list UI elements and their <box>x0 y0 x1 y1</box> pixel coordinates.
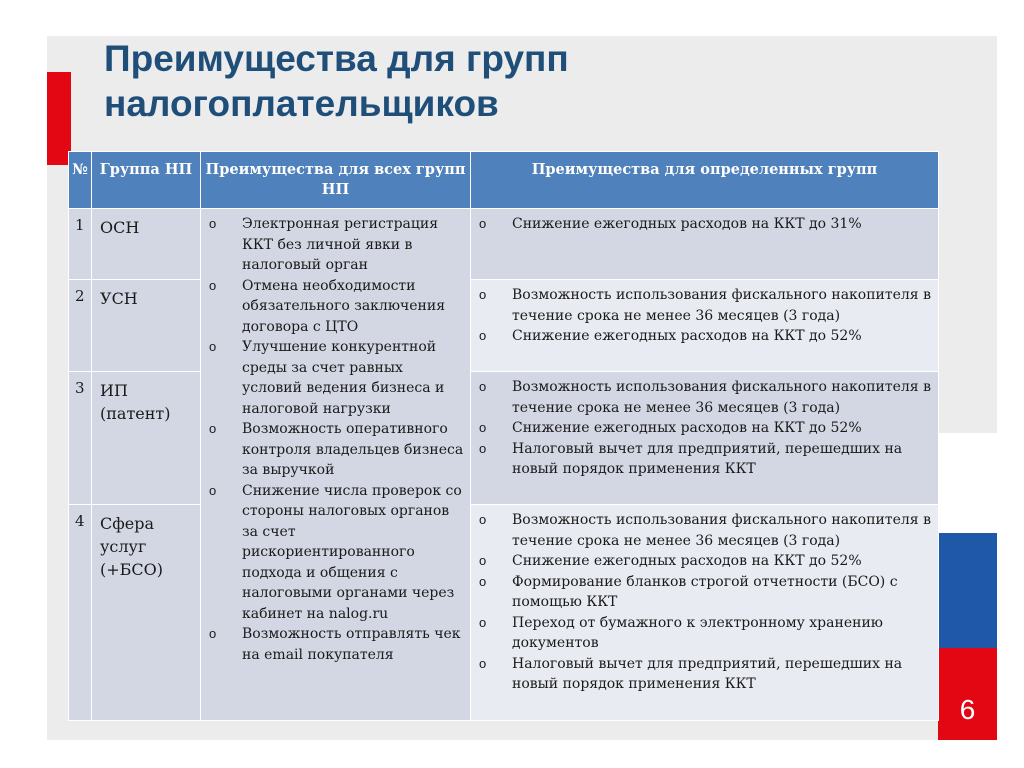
row-num: 1 <box>69 209 92 280</box>
row-num: 4 <box>69 505 92 721</box>
list-item: o Снижение ежегодных расходов на ККТ до 31% <box>475 214 932 235</box>
header-group: Группа НП <box>92 152 201 209</box>
flag-stripe-blue <box>938 533 997 648</box>
flag-stripe-white <box>938 433 997 533</box>
row-num: 2 <box>69 280 92 372</box>
list-item: o Возможность оперативного контроля владельцев бизнеса за выручкой <box>205 419 464 481</box>
table-row <box>69 280 939 372</box>
header-common: Преимущества для всех групп НП <box>201 152 471 209</box>
list-item: o Снижение ежегодных расходов на ККТ до 52% <box>475 326 932 347</box>
list-item: o Снижение ежегодных расходов на ККТ до 52% <box>475 418 932 439</box>
row-group: Сфера услуг (+БСО) <box>92 505 201 721</box>
slide-title-line-1: Преимущества для групп <box>104 38 569 79</box>
table-row <box>69 372 939 505</box>
slide-title <box>104 36 904 126</box>
row-benefits <box>471 280 939 372</box>
list-item: o Улучшение конкурентной среды за счет равных условий ведения бизнеса и налоговой нагрузки <box>205 337 464 419</box>
list-item: o Снижение числа проверок со стороны налоговых органов за счет рискориентированного подхода и общения с налоговыми органами через кабинет на nalog.ru <box>205 481 464 625</box>
page-number: 6 <box>959 694 976 725</box>
list-item: o Возможность использования фискального накопителя в течение срока не менее 36 месяцев (3 года) <box>475 285 932 326</box>
row-group: ОСН <box>92 209 201 280</box>
list-item: o Переход от бумажного к электронному хранению документов <box>475 613 932 654</box>
row-group: ИП (патент) <box>92 372 201 505</box>
table-header-row <box>69 152 939 209</box>
list-item: o Снижение ежегодных расходов на ККТ до 52% <box>475 551 932 572</box>
common-benefits-list <box>205 214 464 665</box>
list-item: o Отмена необходимости обязательного заключения договора с ЦТО <box>205 276 464 338</box>
row-group: УСН <box>92 280 201 372</box>
table-row <box>69 505 939 721</box>
common-benefits-cell <box>201 209 471 721</box>
slide-title-line-2: налогоплательщиков <box>104 83 499 124</box>
header-num: № <box>69 152 92 209</box>
list-item: o Возможность использования фискального накопителя в течение срока не менее 36 месяцев (3 года) <box>475 510 932 551</box>
list-item: o Налоговый вычет для предприятий, перешедших на новый порядок применения ККТ <box>475 439 932 480</box>
list-item: o Налоговый вычет для предприятий, перешедших на новый порядок применения ККТ <box>475 654 932 695</box>
benefits-table <box>68 151 939 721</box>
list-item: o Электронная регистрация ККТ без личной явки в налоговый орган <box>205 214 464 276</box>
list-item: o Возможность отправлять чек на email покупателя <box>205 624 464 665</box>
header-specific: Преимущества для определенных групп <box>471 152 939 209</box>
row-benefits <box>471 505 939 721</box>
row-benefits <box>471 372 939 505</box>
list-item: o Формирование бланков строгой отчетности (БСО) с помощью ККТ <box>475 572 932 613</box>
list-item: o Возможность использования фискального накопителя в течение срока не менее 36 месяцев (3 года) <box>475 377 932 418</box>
row-benefits <box>471 209 939 280</box>
table-row <box>69 209 939 280</box>
row-num: 3 <box>69 372 92 505</box>
